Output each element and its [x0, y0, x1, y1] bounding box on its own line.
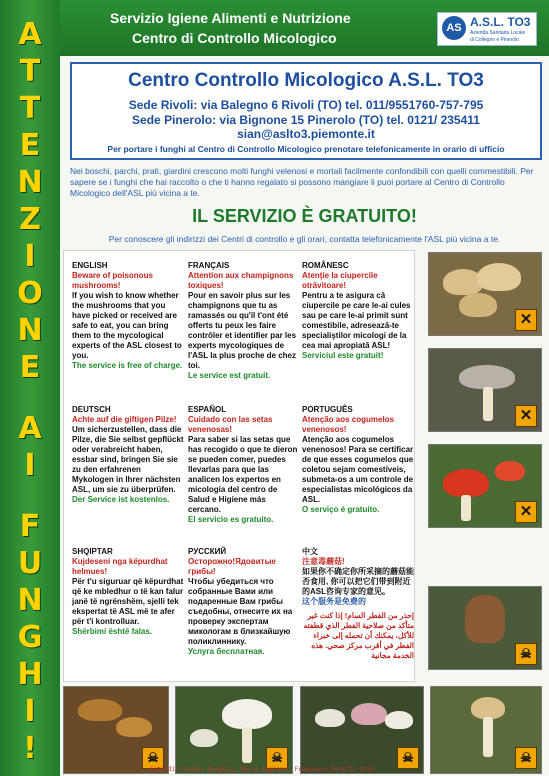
banner-letter: N [17, 165, 43, 200]
contact-subline: Per conoscere gli indirizzi dei Centri di controllo e gli orari, contatta telefonicamente l'ASL più vicina a te. [108, 234, 501, 244]
mushroom-cap [315, 709, 345, 727]
asl-logo [437, 12, 537, 46]
language-warning: Atenção aos cogumelos venenosos! [302, 415, 395, 434]
language-warning: Beware of poisonous mushrooms! [72, 271, 153, 290]
asl-logo-subtitle: Azienda Sanitaria Locale [470, 30, 526, 36]
language-text: If you wish to know whether the mushrooms that you have picked or received are safe to eat, you can bring them to the mycological experts of the ASL closest to you. [72, 291, 182, 360]
mushroom-photo [428, 348, 542, 432]
banner-letter: ! [23, 731, 37, 766]
language-block-spanish [188, 405, 300, 525]
mushroom-cap [459, 293, 497, 317]
mushroom-cap [443, 469, 489, 497]
language-name: FRANÇAIS [188, 261, 230, 270]
language-text: Për t'u siguruar që këpurdhat që ke mbledhur o të kan falur janë të ngrënshëm, sjelli tek ekspertat të ASL më te afer për t'i kontrolluar. [72, 577, 184, 626]
poison-skull-icon: ☠ [397, 747, 419, 769]
poison-skull-icon: ☠ [515, 643, 537, 665]
language-warning: Atenţie la ciupercile otrăvitoare! [302, 271, 378, 290]
language-warning: 注意毒蘑菇! [302, 557, 345, 566]
mushroom-cap [190, 729, 218, 747]
banner-letter: I [24, 448, 36, 483]
language-name: PORTUGUÊS [302, 405, 353, 414]
language-text: Pentru a te asigura că ciupercile pe care le-ai cules sau pe care le-ai primit sunt comestibile, adresează-te specialiştilor micologi de la cea mai apropiată ASL! [302, 291, 411, 350]
language-text: 如果你不确定你所采摘的蘑菇能否食用, 你可以把它们带到附近的ASL咨询专家的意见。 [302, 567, 414, 596]
poison-skull-icon: ☠ [266, 747, 288, 769]
banner-letter: A [18, 411, 42, 446]
rivoli-address: Sede Rivoli: via Balegno 6 Rivoli (TO) tel. 011/9551760-757-795 [128, 98, 484, 112]
mushroom-cap [222, 699, 272, 729]
free-service-heading: IL SERVIZIO È GRATUITO! [192, 206, 417, 226]
poison-skull-icon: ☠ [142, 747, 164, 769]
banner-letter: F [19, 509, 41, 544]
mushroom-cap [78, 699, 122, 721]
banner-letter: E [19, 128, 41, 163]
language-block-portuguese [302, 405, 414, 515]
language-free-note: Услуга бесплатная. [188, 647, 265, 656]
mushroom-photo [428, 586, 542, 670]
language-free-note: Le service est gratuit. [188, 371, 271, 380]
photo-credit: Foto di Claudio Ovaglia, Mario Sagiano, Francesco Peretti Colò [150, 766, 374, 773]
language-warning: Attention aux champignons toxiques! [188, 271, 294, 290]
banner-letter: I [24, 694, 36, 729]
banner-letter: H [17, 657, 43, 692]
language-warning: Kujdeseni nga këpurdhat helmues! [72, 557, 168, 576]
language-name: SHQIPTAR [72, 547, 113, 556]
language-free-note: The service is free of charge. [72, 361, 183, 370]
asl-logo-title: A.S.L. TO3 [470, 15, 531, 29]
language-warning: Cuidado con las setas venenosas! [188, 415, 273, 434]
mushroom-photo [63, 686, 169, 774]
mushroom-photo [430, 686, 542, 774]
inedible-x-icon: ✕ [515, 501, 537, 523]
language-free-note: Shërbimi është falas. [72, 627, 153, 636]
mushroom-photo [428, 252, 542, 336]
mushroom-stem [483, 717, 493, 757]
intro-paragraph: Nei boschi, parchi, prati, giardini crescono molti funghi velenosi e mortali facilmente confondibili con quelli commestibili. Per sapere se i funghi che hai raccolto o che ti hanno regalato si possono mangiare li puoi portare al Centro di Controllo Micologico dell'ASL più vicina a te. [70, 166, 534, 198]
language-warning: Осторожно!Ядовитые грибы! [188, 557, 276, 576]
language-text: Pour en savoir plus sur les champignons que tu as ramassés ou qu'il t'ont été offerts tu peux les faire contrôler et identifier par les experts mycologiques de l'ASL la plus proche de chez toi. [188, 291, 297, 370]
banner-letter: Z [19, 202, 41, 237]
banner-letter: U [17, 546, 43, 581]
language-block-english [72, 261, 184, 371]
language-free-note: El servicio es gratuito. [188, 515, 274, 524]
mushroom-cap [116, 717, 152, 737]
contact-title: Centro Controllo Micologico A.S.L. TO3 [128, 70, 484, 91]
banner-letter: T [19, 91, 41, 126]
contact-box [70, 62, 542, 160]
banner-letter: I [24, 239, 36, 274]
language-text: Чтобы убедиться что собранные Вами или подаренные Вам грибы съедобны, отнесите их на проверку экспертам микологам в близкайшую поликлиннику. [188, 577, 293, 646]
banner-letter: O [17, 276, 43, 311]
mushroom-photo [428, 444, 542, 528]
inedible-x-icon: ✕ [515, 405, 537, 427]
mushroom-cap [465, 595, 505, 643]
language-warning: Achte auf die giftigen Pilze! [72, 415, 177, 424]
language-name: 中文 [302, 547, 318, 556]
language-free-note: Der Service ist kostenlos. [72, 495, 170, 504]
asl-logo-mark: AS [442, 16, 466, 40]
translations-panel [63, 250, 415, 682]
language-name: РУССКИЙ [188, 547, 227, 556]
poison-skull-icon: ☠ [515, 747, 537, 769]
contact-email[interactable]: sian@aslto3.piemonte.it [237, 127, 375, 141]
language-name: ROMÂNESC [302, 261, 349, 270]
banner-letter: E [19, 350, 41, 385]
center-name: Centro di Controllo Micologico [132, 30, 337, 46]
language-name: ENGLISH [72, 261, 108, 270]
asl-logo-subtitle: di Collegno e Pinerolo [470, 37, 519, 43]
banner-letter: N [17, 313, 43, 348]
language-block-romanian [302, 261, 414, 361]
language-text-arabic: إحذر من الفطر السام! إذا كنت غير متأكد من صلاحية الفطر الذي قطفته للأكل، يمكنك أن تحمله إلى خبراء الفطر في أقرب مركز صحي. هذه الخدمة مجانية [303, 611, 414, 660]
mushroom-stem [461, 495, 471, 521]
vertical-banner [0, 0, 60, 776]
language-block-chinese [302, 547, 414, 661]
pinerolo-address: Sede Pinerolo: via Bignone 15 Pinerolo (TO) tel. 0121/ 235411 [132, 113, 480, 127]
language-free-note: 这个服务是免费的 [302, 597, 366, 606]
mushroom-cap [459, 365, 515, 389]
mushroom-cap [477, 263, 521, 291]
language-block-russian [188, 547, 300, 657]
banner-letter: A [18, 17, 42, 52]
mushroom-cap [385, 711, 413, 729]
mushroom-cap [471, 697, 505, 719]
language-text: Para saber si las setas que has recogido o que te dieron se pueden comer, puedes llevarlas para que las analicen los expertos en micología del centro de Salud e Higiene más cercano. [188, 435, 298, 514]
booking-note: Per portare i funghi al Centro di Controllo Micologico prenotare telefonicamente in orario di ufficio [107, 144, 505, 154]
language-name: ESPAÑOL [188, 405, 227, 414]
inedible-x-icon: ✕ [515, 309, 537, 331]
banner-letter: N [17, 583, 43, 618]
mushroom-photo [300, 686, 424, 774]
language-free-note: O serviço é gratuito. [302, 505, 380, 514]
mushroom-stem [242, 727, 252, 763]
language-name: DEUTSCH [72, 405, 111, 414]
banner-letter: G [17, 620, 43, 655]
language-block-french [188, 261, 300, 381]
mushroom-cap [351, 703, 387, 725]
language-free-note: Serviciul este gratuit! [302, 351, 384, 360]
mushroom-photo [175, 686, 293, 774]
header [60, 0, 549, 56]
language-text: Um sicherzustellen, dass die Pilze, die Sie selbst gepflückt oder verabreicht haben, essbar sind, bringen Sie sie zu den erfahrenen Mykologen in Ihrer nächsten ASL, um sie zu überprüfen. [72, 425, 184, 494]
language-block-german [72, 405, 184, 505]
banner-letter: T [19, 54, 41, 89]
mushroom-stem [483, 387, 493, 421]
language-block-albanian [72, 547, 184, 637]
language-text: Atenção aos cogumelos venenosos! Para se certificar de que esses cogumelos que coletou sejam comestíveis, submeta-os a um controle de especialistas micológicos da ASL. [302, 435, 414, 504]
service-name: Servizio Igiene Alimenti e Nutrizione [110, 10, 351, 26]
mushroom-cap [495, 461, 525, 481]
